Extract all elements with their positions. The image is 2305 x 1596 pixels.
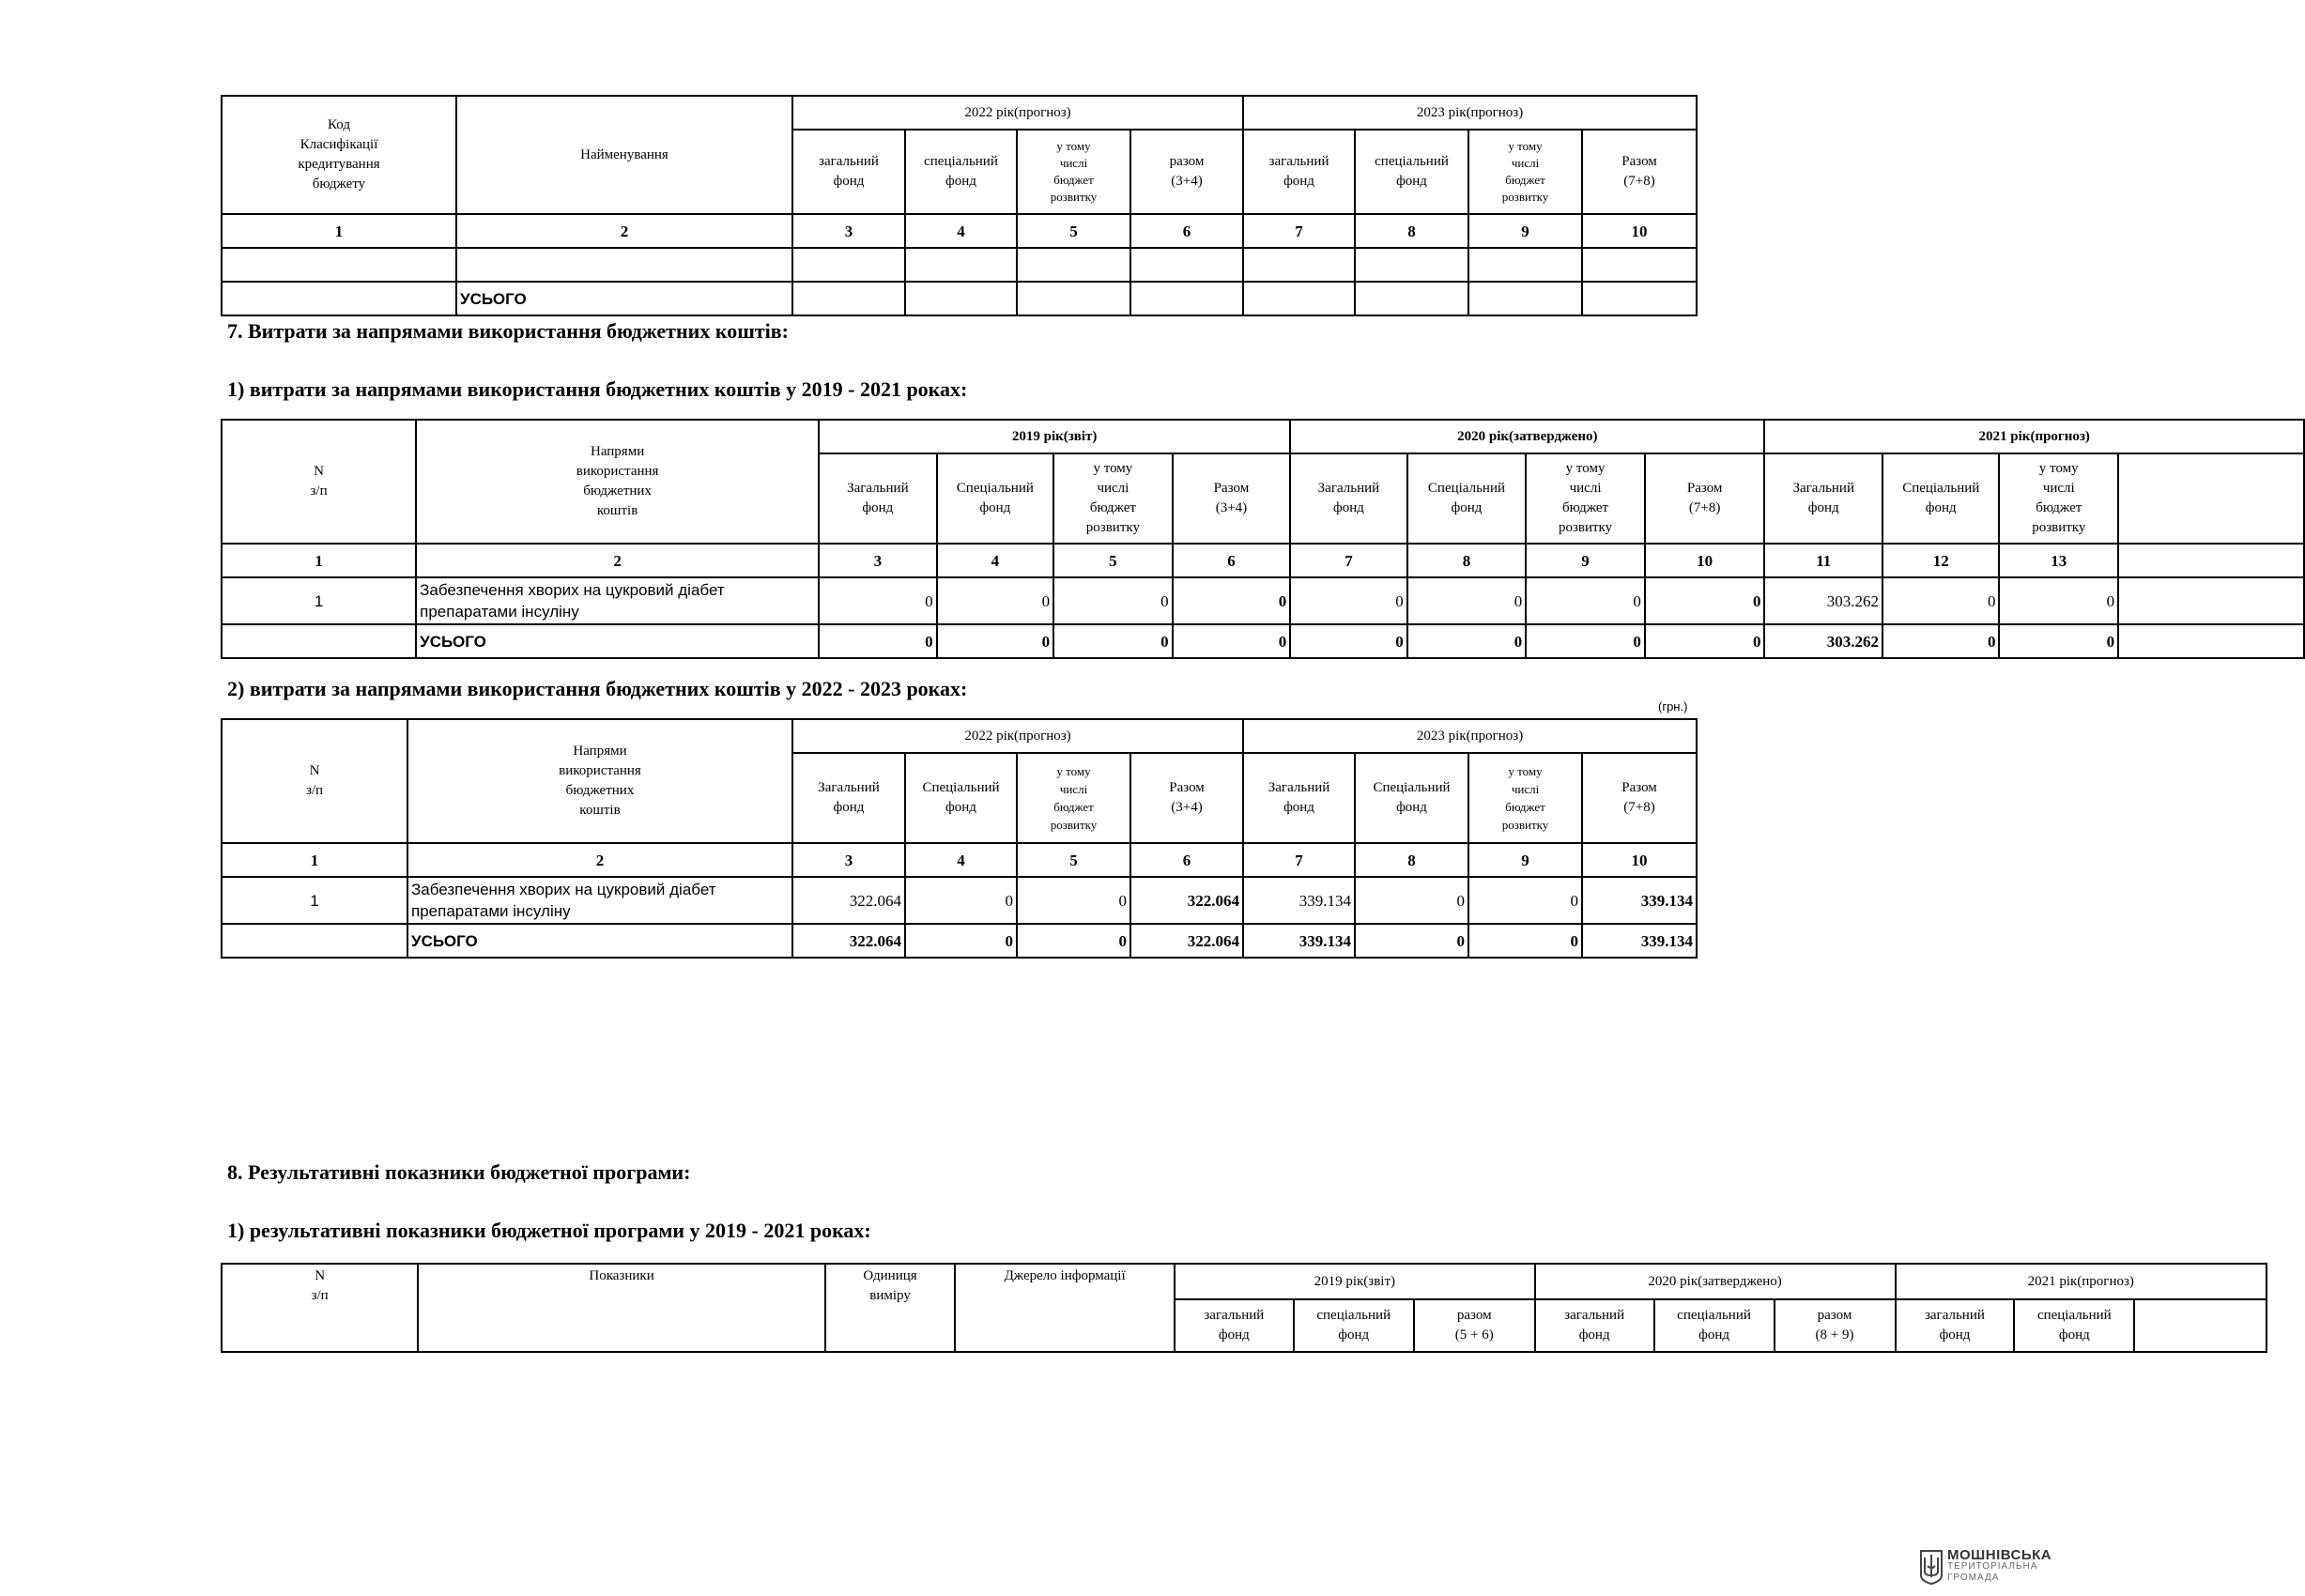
index-cell: 4 (937, 544, 1053, 577)
performance-table (221, 1263, 2267, 1353)
table-row (222, 877, 1697, 924)
header-sub: загальний фонд (1535, 1299, 1654, 1352)
header-sub: у тому числі бюджет розвитку (1053, 453, 1173, 544)
header-year-2020: 2020 рік(затверджено) (1290, 420, 1764, 453)
total-value: 0 (1017, 924, 1130, 958)
header-year-2022: 2022 рік(прогноз) (792, 719, 1243, 753)
header-name: Найменування (456, 96, 792, 214)
empty-cell (2118, 577, 2304, 624)
total-value: 339.134 (1243, 924, 1355, 958)
index-cell: 3 (819, 544, 937, 577)
section8-title: 8. Результативні показники бюджетної програми: (227, 1160, 691, 1184)
header-sub: Разом (3+4) (1130, 753, 1243, 843)
empty-cell (792, 248, 905, 282)
index-cell: 13 (1999, 544, 2118, 577)
total-value: 0 (819, 624, 937, 658)
expenses-table-2022-2023 (221, 718, 1698, 959)
header-year-2022: 2022 рік(прогноз) (792, 96, 1243, 130)
total-value: 0 (1290, 624, 1406, 658)
index-cell: 1 (222, 214, 456, 248)
expenses-table-2019-2021 (221, 419, 2305, 659)
header-year-2021: 2021 рік(прогноз) (1764, 420, 2304, 453)
header-sub: у тому числі бюджет розвитку (1468, 130, 1582, 214)
value-cell: 339.134 (1243, 877, 1355, 924)
total-label: УСЬОГО (456, 282, 792, 315)
empty-cell (222, 282, 456, 315)
index-cell: 5 (1053, 544, 1173, 577)
index-cell: 10 (1582, 214, 1697, 248)
value-cell: 0 (1053, 577, 1173, 624)
header-sub: у тому числі бюджет розвитку (1017, 130, 1130, 214)
empty-cell (1130, 248, 1243, 282)
empty-cell (1468, 248, 1582, 282)
section7-sub1: 1) витрати за напрямами використання бюджетних коштів у 2019 - 2021 роках: (227, 377, 968, 401)
table-row (222, 248, 1697, 282)
empty-cell (905, 282, 1017, 315)
index-cell: 8 (1355, 214, 1468, 248)
header-no: N з/п (222, 420, 416, 544)
header-year-2019: 2019 рік(звіт) (819, 420, 1290, 453)
header-sub: Загальний фонд (1290, 453, 1406, 544)
header-year-2020: 2020 рік(затверджено) (1535, 1264, 1896, 1299)
index-cell: 6 (1130, 214, 1243, 248)
header-sub: Спеціальний фонд (937, 453, 1053, 544)
empty-cell (2118, 624, 2304, 658)
header-sub: Разом (3+4) (1173, 453, 1291, 544)
index-cell: 8 (1407, 544, 1527, 577)
value-cell: 0 (1999, 577, 2118, 624)
empty-cell (905, 248, 1017, 282)
row-name: Забезпечення хворих на цукровий діабет препаратами інсуліну (416, 577, 819, 624)
value-cell: 0 (1290, 577, 1406, 624)
index-cell: 1 (222, 544, 416, 577)
empty-cell (1243, 248, 1355, 282)
empty-cell (222, 624, 416, 658)
total-row (222, 282, 1697, 315)
unit-label: (грн.) (1658, 699, 1688, 714)
total-value: 322.064 (1130, 924, 1243, 958)
section7-title: 7. Витрати за напрямами використання бюджетних коштів: (227, 319, 789, 343)
index-cell: 10 (1645, 544, 1765, 577)
total-row (222, 624, 2304, 658)
index-cell: 1 (222, 843, 407, 877)
index-cell: 8 (1355, 843, 1468, 877)
total-value: 0 (937, 624, 1053, 658)
value-cell: 0 (1882, 577, 1999, 624)
total-value: 303.262 (1764, 624, 1882, 658)
index-cell: 5 (1017, 214, 1130, 248)
empty-cell (222, 248, 456, 282)
value-cell: 0 (1526, 577, 1645, 624)
empty-cell (222, 924, 407, 958)
empty-cell (1582, 282, 1697, 315)
total-value: 322.064 (792, 924, 905, 958)
trident-icon (1919, 1549, 1944, 1585)
value-cell: 0 (905, 877, 1017, 924)
header-sub: разом (3+4) (1130, 130, 1243, 214)
performance-table-clip (221, 1263, 2134, 1357)
header-sub: Разом (7+8) (1582, 130, 1697, 214)
empty-cell (1130, 282, 1243, 315)
header-sub: Загальний фонд (1764, 453, 1882, 544)
total-value: 0 (1882, 624, 1999, 658)
value-cell: 322.064 (1130, 877, 1243, 924)
empty-cell (1355, 248, 1468, 282)
empty-cell (1355, 282, 1468, 315)
index-cell: 10 (1582, 843, 1697, 877)
header-sub: спеціальний фонд (2014, 1299, 2134, 1352)
header-sub: спеціальний фонд (1294, 1299, 1414, 1352)
header-sub: спеціальний фонд (1654, 1299, 1775, 1352)
empty-cell (1243, 282, 1355, 315)
index-cell: 5 (1017, 843, 1130, 877)
index-cell: 7 (1290, 544, 1406, 577)
value-cell: 303.262 (1764, 577, 1882, 624)
header-sub: загальний фонд (1243, 130, 1355, 214)
logo-line3: ГРОМАДА (1947, 1573, 2000, 1583)
value-cell: 0 (1173, 577, 1291, 624)
header-sub: у тому числі бюджет розвитку (1017, 753, 1130, 843)
header-sub: Спеціальний фонд (1355, 753, 1468, 843)
index-cell: 11 (1764, 544, 1882, 577)
index-cell: 7 (1243, 843, 1355, 877)
total-value: 0 (1999, 624, 2118, 658)
header-sub: Разом (7+8) (1582, 753, 1697, 843)
header-sub: у тому числі бюджет розвитку (1526, 453, 1645, 544)
section7-sub2: 2) витрати за напрямами використання бюджетних коштів у 2022 - 2023 роках: (227, 677, 968, 700)
total-label: УСЬОГО (407, 924, 792, 958)
header-year-2019: 2019 рік(звіт) (1175, 1264, 1535, 1299)
index-cell: 6 (1173, 544, 1291, 577)
table-row (222, 577, 2304, 624)
value-cell: 0 (1645, 577, 1765, 624)
index-cell: 9 (1526, 544, 1645, 577)
header-sub: разом (8 + 9) (1775, 1299, 1896, 1352)
index-cell: 2 (456, 214, 792, 248)
header-sub: Загальний фонд (792, 753, 905, 843)
logo-line1: МОШНІВСЬКА (1947, 1547, 2052, 1563)
index-cell: 4 (905, 214, 1017, 248)
total-value: 0 (1173, 624, 1291, 658)
empty-cell (1017, 282, 1130, 315)
value-cell: 0 (1017, 877, 1130, 924)
header-year-2023: 2023 рік(прогноз) (1243, 719, 1697, 753)
index-cell: 2 (407, 843, 792, 877)
index-cell: 12 (1882, 544, 1999, 577)
header-sub: спеціальний фонд (905, 130, 1017, 214)
total-label: УСЬОГО (416, 624, 819, 658)
header-sub: загальний фонд (1175, 1299, 1294, 1352)
index-cell: 6 (1130, 843, 1243, 877)
header-sub: у тому числі бюджет розвитку (1999, 453, 2118, 544)
row-no: 1 (222, 877, 407, 924)
empty-cell (1582, 248, 1697, 282)
total-value: 0 (1407, 624, 1527, 658)
header-sub: Загальний фонд (819, 453, 937, 544)
logo-line2: ТЕРИТОРІАЛЬНА (1947, 1561, 2038, 1572)
value-cell: 0 (1355, 877, 1468, 924)
expenses-table-2019-2021-clip (221, 419, 2115, 659)
value-cell: 322.064 (792, 877, 905, 924)
total-row (222, 924, 1697, 958)
header-source: Джерело інформації (955, 1264, 1175, 1352)
index-cell: 3 (792, 214, 905, 248)
total-value: 0 (1355, 924, 1468, 958)
total-value: 0 (1468, 924, 1582, 958)
index-cell: 2 (416, 544, 819, 577)
empty-cell (2118, 453, 2304, 544)
empty-cell (2118, 544, 2304, 577)
section8-sub1: 1) результативні показники бюджетної програми у 2019 - 2021 роках: (227, 1219, 871, 1242)
index-cell: 9 (1468, 214, 1582, 248)
empty-cell (456, 248, 792, 282)
index-cell: 4 (905, 843, 1017, 877)
value-cell: 0 (1407, 577, 1527, 624)
total-value: 0 (1526, 624, 1645, 658)
header-sub: разом (5 + 6) (1414, 1299, 1535, 1352)
header-unit: Одиниця виміру (825, 1264, 955, 1352)
header-sub: спеціальний фонд (1355, 130, 1468, 214)
empty-cell (1468, 282, 1582, 315)
header-code: Код Класифікації кредитування бюджету (222, 96, 456, 214)
index-cell: 9 (1468, 843, 1582, 877)
empty-cell (2134, 1299, 2267, 1352)
row-no: 1 (222, 577, 416, 624)
value-cell: 339.134 (1582, 877, 1697, 924)
total-value: 0 (905, 924, 1017, 958)
total-value: 0 (1645, 624, 1765, 658)
index-cell: 7 (1243, 214, 1355, 248)
empty-cell (1017, 248, 1130, 282)
total-value: 0 (1053, 624, 1173, 658)
value-cell: 0 (1468, 877, 1582, 924)
header-sub: Спеціальний фонд (1407, 453, 1527, 544)
header-direction: Напрями використання бюджетних коштів (407, 719, 792, 843)
community-logo (1919, 1549, 2051, 1585)
row-name: Забезпечення хворих на цукровий діабет препаратами інсуліну (407, 877, 792, 924)
header-year-2023: 2023 рік(прогноз) (1243, 96, 1697, 130)
header-no: N з/п (222, 1264, 418, 1352)
empty-cell (792, 282, 905, 315)
value-cell: 0 (937, 577, 1053, 624)
index-cell: 3 (792, 843, 905, 877)
header-sub: Спеціальний фонд (1882, 453, 1999, 544)
header-sub: у тому числі бюджет розвитку (1468, 753, 1582, 843)
total-value: 339.134 (1582, 924, 1697, 958)
header-sub: Разом (7+8) (1645, 453, 1765, 544)
header-sub: Загальний фонд (1243, 753, 1355, 843)
header-year-2021: 2021 рік(прогноз) (1896, 1264, 2267, 1299)
header-sub: Спеціальний фонд (905, 753, 1017, 843)
header-sub: загальний фонд (1896, 1299, 2015, 1352)
header-sub: загальний фонд (792, 130, 905, 214)
header-direction: Напрями використання бюджетних коштів (416, 420, 819, 544)
header-no: N з/п (222, 719, 407, 843)
value-cell: 0 (819, 577, 937, 624)
header-indicators: Показники (418, 1264, 824, 1352)
credit-table (221, 95, 1698, 316)
